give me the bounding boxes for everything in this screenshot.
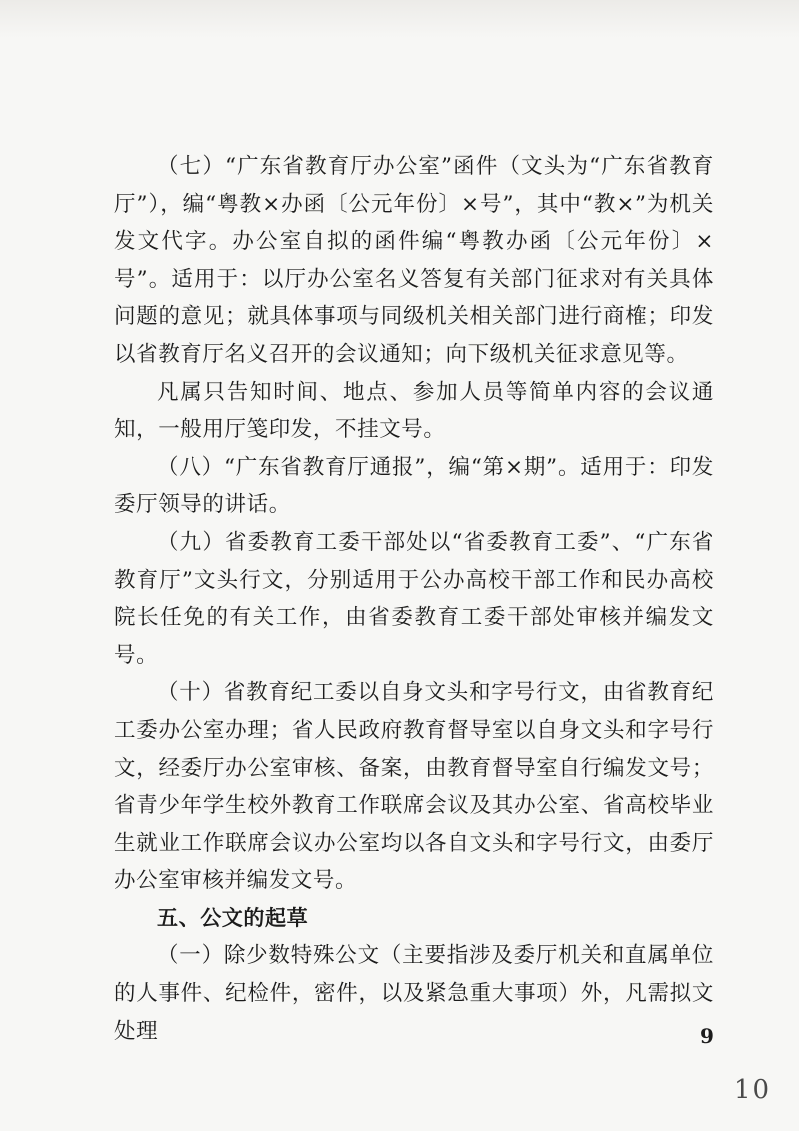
scan-top-band — [0, 0, 799, 38]
stamp-number: 10 — [734, 1075, 772, 1105]
page-number: 9 — [700, 1024, 714, 1048]
paragraph-drafting-1: （一）除少数特殊公文（主要指涉及委厅机关和直属单位的人事件、纪检件，密件，以及紧急重大事项）外，凡需拟文处理 — [114, 943, 714, 1044]
paragraph-8: （八）“广东省教育厅通报”，编“第×期”。适用于：印发委厅领导的讲话。 — [114, 454, 714, 518]
paragraph-meeting-notice: 凡属只告知时间、地点、参加人员等简单内容的会议通知，一般用厅笺印发，不挂文号。 — [114, 379, 714, 443]
section-heading: 五、公文的起草 — [157, 905, 309, 930]
document-page — [114, 148, 714, 1050]
paragraph-10: （十）省教育纪工委以自身文头和字号行文，由省教育纪工委办公室办理；省人民政府教育督导室以自身文头和字号行文，经委厅办公室审核、备案，由教育督导室自行编发文号；省青少年学生校外教育工作联席会议及其办公室、省高校毕业生就业工作联席会议办公室均以各自文头和字号行文，由委厅办公室审核并编发文号。 — [114, 680, 714, 894]
paragraph-7: （七）“广东省教育厅办公室”函件（文头为“广东省教育厅”），编“粤教×办函〔公元年份〕×号”，其中“教×”为机关发文代字。办公室自拟的函件编“粤教办函〔公元年份〕×号”。适用于：以厅办公室名义答复有关部门征求对有关具体问题的意见；就具体事项与同级机关相关部门进行商榷；印发以省教育厅名义召开的会议通知；向下级机关征求意见等。 — [114, 154, 714, 367]
paragraph-9: （九）省委教育工委干部处以“省委教育工委”、“广东省教育厅”文头行文，分别适用于公办高校干部工作和民办高校院长任免的有关工作，由省委教育工委干部处审核并编发文号。 — [114, 529, 714, 668]
